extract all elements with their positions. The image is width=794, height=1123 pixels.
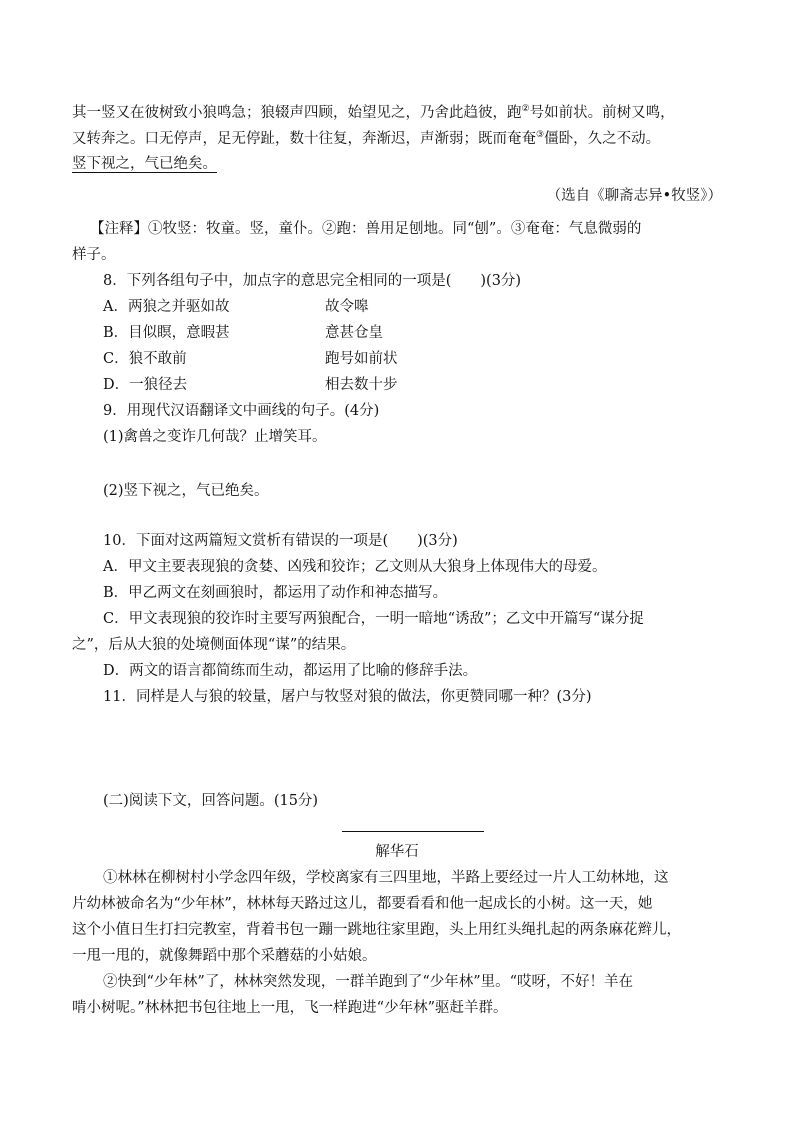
passage-source: （选自《聊斋志异•牧竖》） [546,188,722,204]
q8-option-b-right: 意甚仓皇 [325,325,383,341]
q10-option-a: A．甲文主要表现狼的贪婪、凶残和狡诈；乙文则从大狼身上体现伟大的母爱。 [103,559,607,575]
paragraph-2-line-2: 啃小树呢。”林林把书包往地上一甩，飞一样跑进“少年林”驱赶羊群。 [72,1000,508,1016]
footnote-marker: ③ [536,130,545,141]
paragraph-1-line-3: 这个小值日生打扫完教室，背着书包一蹦一跳地往家里跑，头上用红头绳扎起的两条麻花辫儿， [72,922,681,938]
section-2-heading: (二)阅读下文，回答问题。(15分) [103,793,319,809]
article-title: 解华石 [375,844,419,860]
q8-option-d-right: 相去数十步 [325,377,398,393]
question-8-stem: 8．下列各组句子中，加点字的意思完全相同的一项是( )(3分) [103,273,522,289]
title-rule [342,831,484,832]
footnote-marker: ② [521,104,530,115]
passage-text: 其一竖又在彼树致小狼鸣急；狼辍声四顾，始望见之，乃舍此趋彼，跑 [72,105,522,121]
paragraph-1-line-1: ①林林在柳树村小学念四年级，学校离家有三四里地，半路上要经过一片人工幼林地，这 [103,870,669,886]
q8-option-c-left: C．狼不敢前 [103,351,187,367]
paragraph-2-line-1: ②快到“少年林”了，林林突然发现，一群羊跑到了“少年林”里。“哎呀，不好！羊在 [103,974,634,990]
paragraph-1-line-2: 片幼林被命名为“少年林”，林林每天路过这儿，都要看看和他一起成长的小树。这一天，她 [72,896,653,912]
q10-option-c-line-2: 之”，后从大狼的处境侧面体现“谋”的结果。 [72,637,356,653]
q8-option-d-left: D．一狼径去 [103,377,188,393]
question-9-sub-1: (1)禽兽之变诈几何哉？止增笑耳。 [103,429,327,445]
question-9-sub-2: (2)竖下视之，气已绝矣。 [103,483,269,499]
question-10-stem: 10．下面对这两篇短文赏析有错误的一项是( )(3分) [103,533,458,549]
question-9-stem: 9．用现代汉语翻译文中画线的句子。(4分) [103,403,380,419]
q10-option-b: B．甲乙两文在刻画狼时，都运用了动作和神态描写。 [103,585,448,601]
passage-line-1 [72,102,675,124]
q8-option-a-right: 故令嗥 [325,299,369,315]
q10-option-c-line-1: C．甲文表现狼的狡诈时主要写两狼配合，一明一暗地“诱敌”；乙文中开篇写“谋分捉 [103,611,644,627]
passage-text: 号如前状。前树又鸣， [529,105,675,121]
underlined-sentence: 竖下视之，气已绝矣。 [72,156,217,172]
q8-option-a-left: A．两狼之并驱如故 [103,299,230,315]
passage-text: 又转奔之。口无停声，足无停趾，数十往复，奔渐迟，声渐弱；既而奄奄 [72,131,536,147]
annotation-line-1: 【注释】①牧竖：牧童。竖，童仆。②跑：兽用足刨地。同“刨”。③奄奄：气息微弱的 [90,221,642,237]
annotation-line-2: 样子。 [72,247,116,263]
passage-line-2 [72,128,660,150]
paragraph-1-line-4: 一甩一甩的，就像舞蹈中那个采蘑菇的小姑娘。 [72,948,377,964]
q10-option-d: D．两文的语言都简练而生动，都运用了比喻的修辞手法。 [103,663,478,679]
question-11-stem: 11．同样是人与狼的较量，屠户与牧竖对狼的做法，你更赞同哪一种？(3分) [103,689,592,705]
q8-option-b-left: B．目似瞑，意暇甚 [103,325,230,341]
passage-text: 僵卧，久之不动。 [544,131,661,147]
q8-option-c-right: 跑号如前状 [325,351,398,367]
